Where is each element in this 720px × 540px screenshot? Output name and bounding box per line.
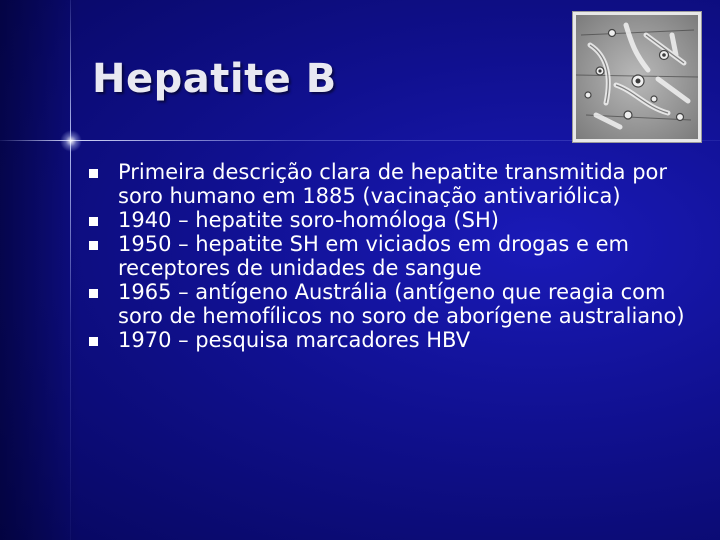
bullet-item — [88, 280, 688, 328]
square-bullet-icon — [89, 241, 98, 250]
bullet-item — [88, 232, 688, 280]
square-bullet-icon — [89, 337, 98, 346]
slide-title: Hepatite B — [92, 56, 337, 102]
bullet-text: 1970 – pesquisa marcadores HBV — [118, 328, 471, 352]
square-bullet-icon — [89, 169, 98, 178]
bullet-text: Primeira descrição clara de hepatite transmitida por soro humano em 1885 (vacinação antivariólica) — [118, 160, 668, 208]
bullet-text: 1965 – antígeno Austrália (antígeno que reagia com soro de hemofílicos no soro de aborígene australiano) — [118, 280, 685, 328]
square-bullet-icon — [89, 217, 98, 226]
left-shade-decoration — [0, 0, 80, 540]
bullet-item — [88, 328, 688, 352]
bullet-list — [88, 160, 688, 352]
vertical-line-decoration — [70, 0, 71, 540]
electron-micrograph-image — [572, 11, 702, 143]
bullet-text: 1950 – hepatite SH em viciados em drogas e em receptores de unidades de sangue — [118, 232, 629, 280]
sparkle-decoration — [60, 130, 82, 152]
bullet-item — [88, 160, 688, 208]
bullet-text: 1940 – hepatite soro-homóloga (SH) — [118, 208, 499, 232]
micrograph-graphic — [576, 15, 698, 139]
square-bullet-icon — [89, 289, 98, 298]
bullet-item — [88, 208, 688, 232]
